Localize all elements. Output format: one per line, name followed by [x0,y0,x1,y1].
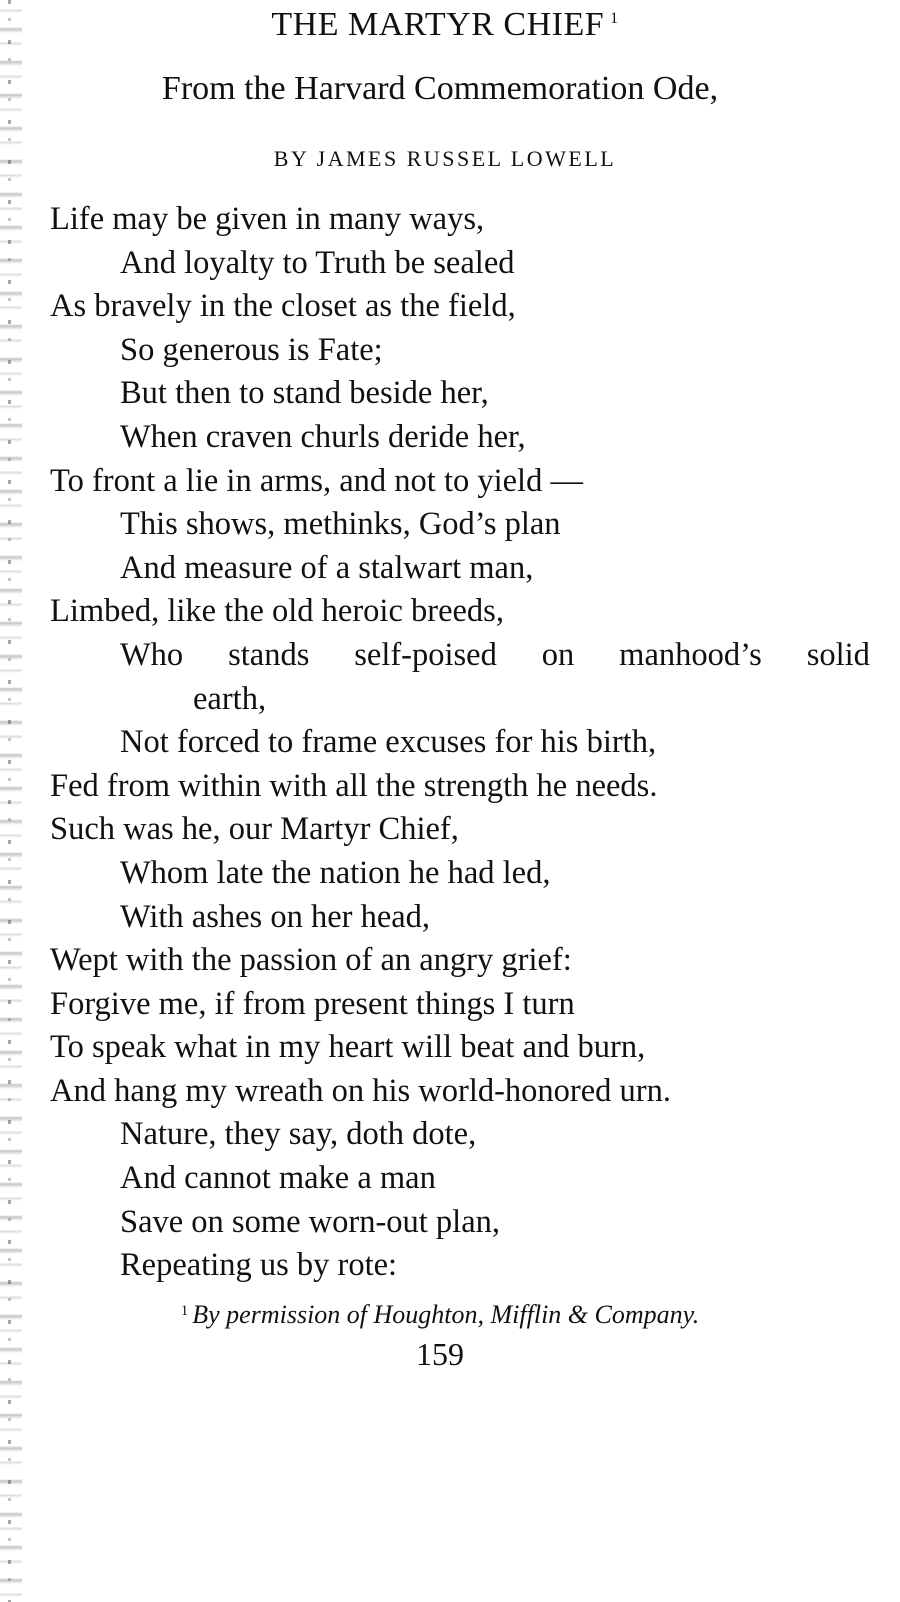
footnote [0,1300,900,1330]
poem-line: To speak what in my heart will beat and burn, [50,1029,646,1066]
poem-line: To front a lie in arms, and not to yield — [50,462,583,499]
poem-line: Nature, they say, doth dote, [120,1116,477,1153]
poem-word: Who [120,636,184,673]
justified-line-words [120,634,870,678]
poem-line: Save on some worn-out plan, [120,1203,501,1240]
poem-word: solid [806,636,870,673]
poem-line: And hang my wreath on his world-honored urn. [50,1072,671,1109]
poem-word: self-poised [354,636,497,673]
footnote-marker: 1 [180,1303,189,1319]
poem-line: So generous is Fate; [120,331,383,368]
poem-line: And loyalty to Truth be sealed [120,244,515,281]
poem-word: manhood’s [619,636,762,673]
page-number: 159 [416,1336,464,1372]
poem-line: Wept with the passion of an angry grief: [50,942,572,979]
poem-line-continuation: earth, [193,680,267,717]
poem-line: And cannot make a man [120,1160,436,1197]
poem-line: And measure of a stalwart man, [120,549,534,586]
poem-line: When craven churls deride her, [120,418,526,455]
poem-word: on [541,636,575,673]
poem-line: Life may be given in many ways, [50,201,485,237]
poem-title [0,6,900,44]
title-footnote-marker: 1 [610,10,619,27]
footnote-text: By permission of Houghton, Mifflin & Company. [192,1300,700,1329]
poem-line-justified [50,634,880,678]
author-byline: BY JAMES RUSSEL LOWELL [273,146,617,171]
poem-line: But then to stand beside her, [120,375,489,412]
poem-body [50,198,880,1288]
poem-line: This shows, methinks, God’s plan [120,506,561,543]
poem-line: As bravely in the closet as the field, [50,288,516,325]
poem-line: Repeating us by rote: [120,1247,398,1284]
poem-word: stands [228,636,310,673]
poem-line: Fed from within with all the strength he needs. [50,767,658,804]
poem-line: Forgive me, if from present things I turn [50,985,575,1022]
poem-line: Limbed, like the old heroic breeds, [50,593,504,630]
poem-line: Not forced to frame excuses for his birth, [120,724,657,761]
poem-line: Whom late the nation he had led, [120,854,551,891]
poem-line: Such was he, our Martyr Chief, [50,811,459,848]
poem-title-text: THE MARTYR CHIEF [271,6,605,43]
poem-subtitle: From the Harvard Commemoration Ode, [161,70,719,107]
poem-line: With ashes on her head, [120,898,431,935]
